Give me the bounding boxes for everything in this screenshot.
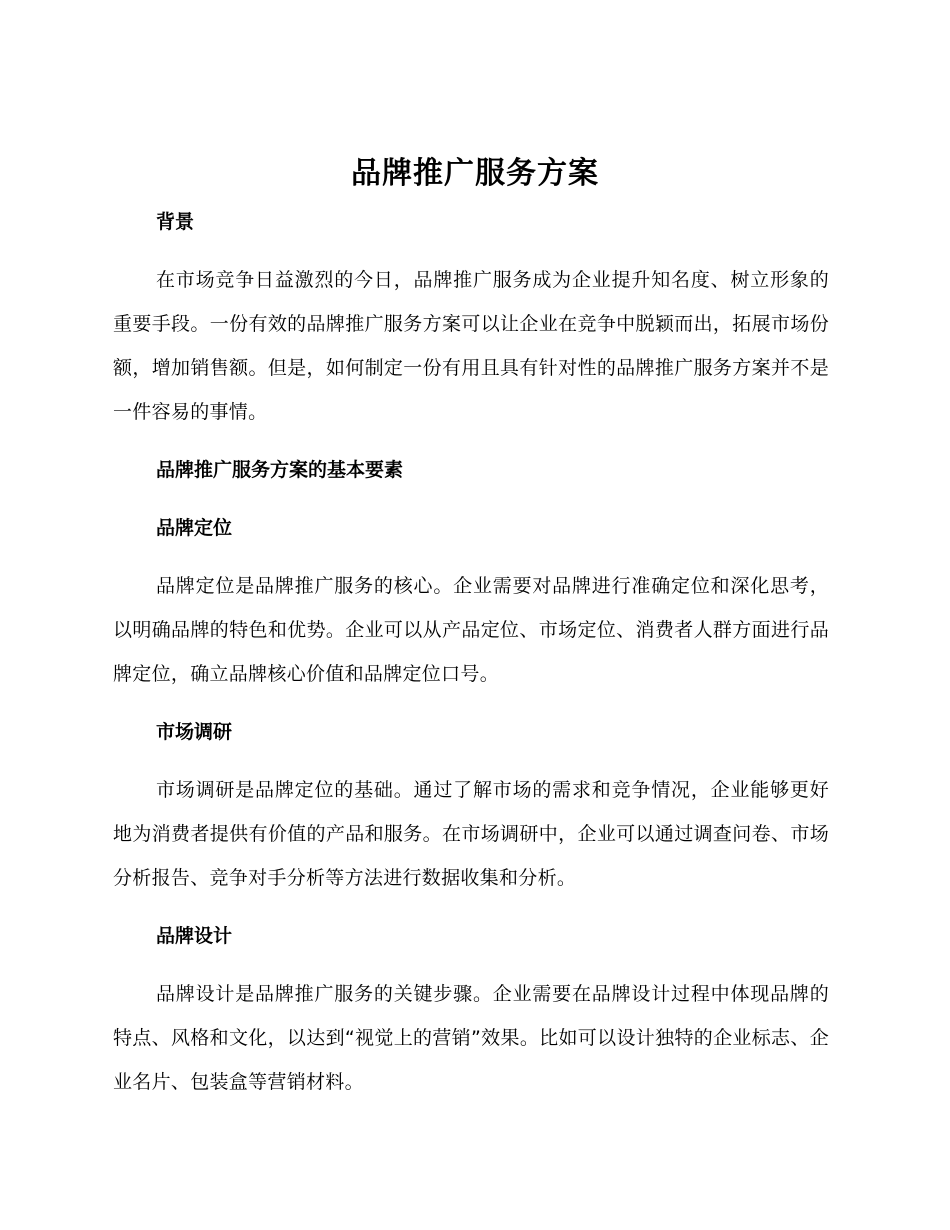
section-text-research: 市场调研是品牌定位的基础。通过了解市场的需求和竞争情况，企业能够更好地为消费者提供有价值的产品和服务。在市场调研中，企业可以通过调查问卷、市场分析报告、竞争对手分析等方法进行数据收集和分析。 xyxy=(113,779,829,889)
section-text-design: 品牌设计是品牌推广服务的关键步骤。企业需要在品牌设计过程中体现品牌的特点、风格和文化，以达到“视觉上的营销”效果。比如可以设计独特的企业标志、企业名片、包装盒等营销材料。 xyxy=(113,983,829,1093)
section-heading-positioning: 品牌定位 xyxy=(156,517,233,539)
section-heading-background: 背景 xyxy=(156,211,195,233)
section-heading-elements: 品牌推广服务方案的基本要素 xyxy=(156,459,404,481)
section-text-positioning: 品牌定位是品牌推广服务的核心。企业需要对品牌进行准确定位和深化思考，以明确品牌的特色和优势。企业可以从产品定位、市场定位、消费者人群方面进行品牌定位，确立品牌核心价值和品牌定位口号。 xyxy=(113,575,829,685)
document-body xyxy=(113,200,829,1104)
section-heading-research: 市场调研 xyxy=(156,721,233,743)
document-title: 品牌推广服务方案 xyxy=(351,156,599,191)
section-heading-design: 品牌设计 xyxy=(156,925,233,947)
section-text-background: 在市场竞争日益激烈的今日，品牌推广服务成为企业提升知名度、树立形象的重要手段。一份有效的品牌推广服务方案可以让企业在竞争中脱颖而出，拓展市场份额，增加销售额。但是，如何制定一份有用且具有针对性的品牌推广服务方案并不是一件容易的事情。 xyxy=(113,269,829,423)
